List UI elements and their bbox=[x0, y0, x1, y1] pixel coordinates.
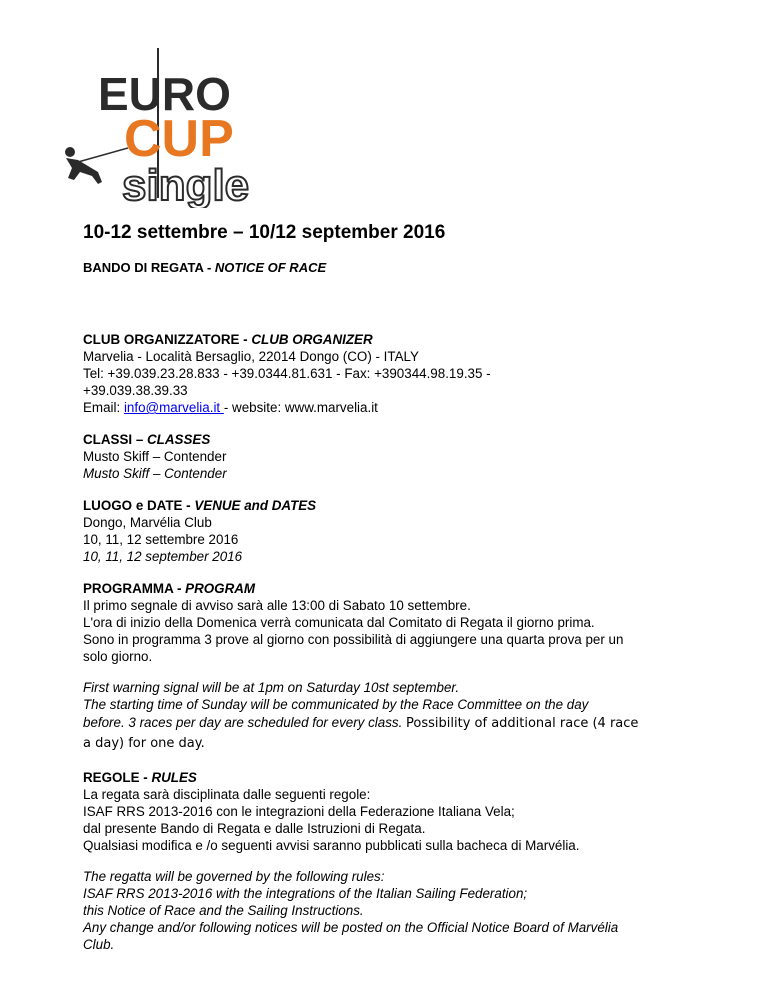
program-it-line: solo giorno. bbox=[83, 649, 153, 664]
venue-dates-it: 10, 11, 12 settembre 2016 bbox=[83, 532, 239, 547]
rules-en-line: Any change and/or following notices will be posted on the Official Notice Board of Marvélia bbox=[83, 920, 619, 935]
rules-en-line: ISAF RRS 2013-2016 with the integrations of the Italian Sailing Federation; bbox=[83, 886, 528, 901]
organizer-address: Marvelia - Località Bersaglio, 22014 Dongo (CO) - ITALY bbox=[83, 349, 419, 364]
rules-heading-it: REGOLE - bbox=[83, 770, 152, 785]
subtitle-it: BANDO DI REGATA - bbox=[83, 260, 215, 275]
venue-dates-en: 10, 11, 12 september 2016 bbox=[83, 549, 243, 564]
organizer-heading bbox=[83, 331, 703, 348]
page-title: 10-12 settembre – 10/12 september 2016 bbox=[83, 222, 446, 243]
program-it-line: Il primo segnale di avviso sarà alle 13:00 di Sabato 10 settembre. bbox=[83, 598, 471, 613]
section-classes bbox=[83, 431, 703, 482]
rules-en-line: The regatta will be governed by the following rules: bbox=[83, 869, 385, 884]
organizer-heading-it: CLUB ORGANIZZATORE - bbox=[83, 332, 252, 347]
program-it-line: Sono in programma 3 prove al giorno con possibilità di aggiungere una quarta prova per un bbox=[83, 632, 624, 647]
logo-cup: CUP bbox=[124, 110, 234, 168]
program-it-line: L'ora di inizio della Domenica verrà comunicata dal Comitato di Regata il giorno prima. bbox=[83, 615, 595, 630]
organizer-heading-en: CLUB ORGANIZER bbox=[251, 332, 373, 347]
venue-heading-it: LUOGO e DATE - bbox=[83, 498, 195, 513]
notice-content bbox=[83, 222, 703, 968]
sailor-icon bbox=[65, 147, 128, 184]
program-en bbox=[83, 679, 703, 754]
rules-en-line: this Notice of Race and the Sailing Instructions. bbox=[83, 903, 364, 918]
classes-heading-it: CLASSI – bbox=[83, 432, 147, 447]
rules-heading bbox=[83, 769, 703, 786]
organizer-phone-line-2: +39.039.38.39.33 bbox=[83, 383, 188, 398]
section-program bbox=[83, 580, 703, 754]
classes-en: Musto Skiff – Contender bbox=[83, 466, 227, 481]
classes-it: Musto Skiff – Contender bbox=[83, 449, 227, 464]
program-en-line bbox=[83, 713, 703, 734]
classes-heading bbox=[83, 431, 703, 448]
program-heading-it: PROGRAMMA - bbox=[83, 581, 186, 596]
venue-place: Dongo, Marvélia Club bbox=[83, 515, 212, 530]
organizer-phone-line-1: Tel: +39.039.23.28.833 - +39.0344.81.631 - Fax: +390344.98.19.35 - bbox=[83, 366, 491, 381]
program-heading-en: PROGRAM bbox=[185, 581, 256, 596]
section-rules bbox=[83, 769, 703, 953]
section-organizer bbox=[83, 331, 703, 416]
program-en-line-3b: Possibility of additional race (4 race bbox=[406, 716, 639, 731]
program-en-line: a day) for one day. bbox=[83, 736, 205, 751]
rules-heading-en: RULES bbox=[151, 770, 197, 785]
logo-euro: EURO bbox=[98, 68, 231, 120]
program-heading bbox=[83, 580, 703, 597]
venue-heading-en: VENUE and DATES bbox=[194, 498, 317, 513]
rules-en bbox=[83, 868, 703, 953]
notice-subtitle bbox=[83, 260, 703, 275]
classes-heading-en: CLASSES bbox=[147, 432, 211, 447]
rules-it-line: Qualsiasi modifica e /o seguenti avvisi saranno pubblicati sulla bacheca di Marvélia. bbox=[83, 838, 580, 853]
rules-it-line: dal presente Bando di Regata e dalle Istruzioni di Regata. bbox=[83, 821, 426, 836]
rules-it-line: ISAF RRS 2013-2016 con le integrazioni della Federazione Italiana Vela; bbox=[83, 804, 515, 819]
email-label: Email: bbox=[83, 400, 124, 415]
eurocup-single-logo bbox=[58, 48, 258, 208]
organizer-email-line bbox=[83, 399, 703, 416]
program-en-line: The starting time of Sunday will be communicated by the Race Committee on the day bbox=[83, 697, 589, 712]
rules-en-line: Club. bbox=[83, 937, 115, 952]
section-venue bbox=[83, 497, 703, 565]
email-link[interactable]: info@marvelia.it bbox=[123, 400, 224, 415]
rules-it-line: La regata sarà disciplinata dalle seguenti regole: bbox=[83, 787, 371, 802]
program-en-line-3a: before. 3 races per day are scheduled for every class. bbox=[83, 715, 407, 730]
program-en-line: First warning signal will be at 1pm on Saturday 10st september. bbox=[83, 680, 460, 695]
rules-it bbox=[83, 786, 703, 854]
website-text: - website: www.marvelia.it bbox=[223, 400, 378, 415]
venue-heading bbox=[83, 497, 703, 514]
logo-single: single bbox=[122, 161, 250, 208]
subtitle-en: NOTICE OF RACE bbox=[214, 260, 327, 275]
program-it bbox=[83, 597, 703, 665]
